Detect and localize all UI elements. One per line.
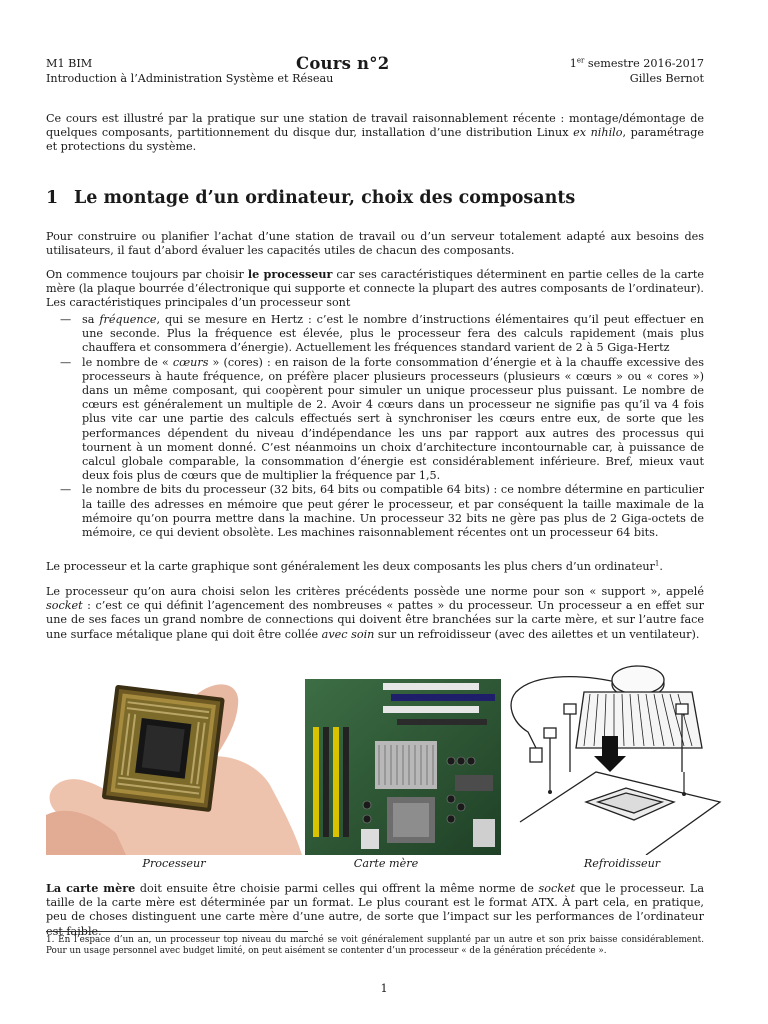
author: Gilles Bernot bbox=[629, 72, 704, 85]
paragraph-4: Le processeur qu’on aura choisi selon les critères précédents possède une norme pour son « support », appelé socket : c’est ce qui définit l’agencement des nombreuses « pattes » du processeur. Un processeur a en effet sur une de ses faces un grand nombre de connections qui doivent être branchées sur la carte mère, et sur l’autre face une surface métalique plane qui doit être collée avec soin sur un refroidisseur (avec des ailettes et un ventilateur). bbox=[46, 585, 704, 641]
motherboard-caption: Carte mère bbox=[353, 857, 419, 870]
processor-photo bbox=[46, 665, 302, 855]
list-item-bits: — le nombre de bits du processeur (32 bits, 64 bits ou compatible 64 bits) : ce nombre détermine en particulier la taille des adresses en mémoire que peut gérer le processeur, et par conséquent la taille maximale de la mémoire qu’on pourra mettre dans la machine. Un processeur 32 bits ne gère pas plus de 2 Giga-octets de mémoire, ce qui devient obsolète. Les machines raisonnablement récentes ont un processeur 64 bits. bbox=[60, 483, 704, 540]
course-title: Introduction à l’Administration Système et Réseau bbox=[46, 72, 334, 85]
paragraph-1: Pour construire ou planifier l’achat d’une station de travail ou d’un serveur totalement adapté aux besoins des utilisateurs, il faut d’abord évaluer les capacités utiles de chacun des composants. bbox=[46, 230, 704, 258]
processor-caption: Processeur bbox=[142, 857, 206, 870]
page-number: 1 bbox=[380, 982, 388, 995]
semester: 1er semestre 2016-2017 bbox=[569, 56, 704, 70]
document-title: Cours n°2 bbox=[296, 54, 390, 73]
paragraph-3: Le processeur et la carte graphique sont généralement les deux composants les plus chers d’un ordinateur$^1$. bbox=[46, 559, 663, 573]
intro-paragraph: Ce cours est illustré par la pratique sur une station de travail raisonnablement récente : montage/démontage de quelques composants, partitionnement du disque dur, installation d’une distribution Linux ex nihilo, paramétrage et protections du système. bbox=[46, 112, 704, 154]
list-item-cores: — le nombre de « cœurs » (cores) : en raison de la forte consommation d’énergie et à la chauffe excessive des processeurs à haute fréquence, on préfère placer plusieurs processeurs (plusieurs « cœurs » ou « cores ») dans un même composant, qui coopèrent pour simuler un unique processeur plus puissant. Le nombre de cœurs est généralement un multiple de 2. Avoir 4 cœurs dans un processeur ne signifie pas qu’il va 4 fois plus vite car une partie des calculs effectués sert à synchroniser les cœurs entre eux, de sorte que les performances dépendent du niveau d’indépendance les uns par rapport aux autres des processus qui tournent à un moment donné. C’est néanmoins un choix d’architecture incontournable car, à puissance de calcul globale comparable, la consommation d’énergie est considérablement inférieure. Bref, mieux vaut deux fois plus de cœurs que de multiplier la fréquence par 1,5. bbox=[60, 355, 704, 483]
footnote: 1. En l’espace d’un an, un processeur top niveau du marché se voit généralement supplanté par un autre et son prix baisse considérablement. Pour un usage personnel avec budget limité, on peut aisément se contenter d’un processeur « de la génération précédente ». bbox=[46, 935, 704, 957]
cooler-drawing bbox=[506, 652, 722, 855]
section-title: Le montage d’un ordinateur, choix des composants bbox=[74, 188, 576, 208]
footnote-mark: 1 bbox=[654, 559, 660, 568]
section-number: 1 bbox=[46, 188, 59, 208]
course-code: M1 BIM bbox=[46, 57, 93, 70]
cooler-caption: Refroidisseur bbox=[583, 857, 661, 870]
footnote-rule bbox=[46, 931, 308, 932]
processor-characteristics-list bbox=[60, 313, 704, 540]
motherboard-photo bbox=[305, 679, 501, 855]
paragraph-5: La carte mère doit ensuite être choisie parmi celles qui offrent la même norme de socket que le processeur. La taille de la carte mère est déterminée par un format. Le plus courant est le format ATX. À part cela, en pratique, peu de choses distinguent une carte mère d’une autre, de sorte que l’impact sur les performances de l’ordinateur est faible. bbox=[46, 881, 705, 938]
section-heading bbox=[46, 188, 575, 208]
list-item-frequency: — sa fréquence, qui se mesure en Hertz : c’est le nombre d’instructions élémentaires qu’il peut effectuer en une seconde. Plus la fréquence est élevée, plus le processeur fera des calculs rapidement (mais plus chauffera et consommera d’énergie). Actuellement les fréquences standard varient de 2 à 5 Giga-Hertz bbox=[60, 313, 704, 355]
paragraph-2: On commence toujours par choisir le processeur car ses caractéristiques déterminent en partie celles de la carte mère (la plaque bourrée d’électronique qui supporte et connecte la plupart des autres composants de l’ordinateur). Les caractéristiques principales d’un processeur sont bbox=[46, 267, 705, 310]
